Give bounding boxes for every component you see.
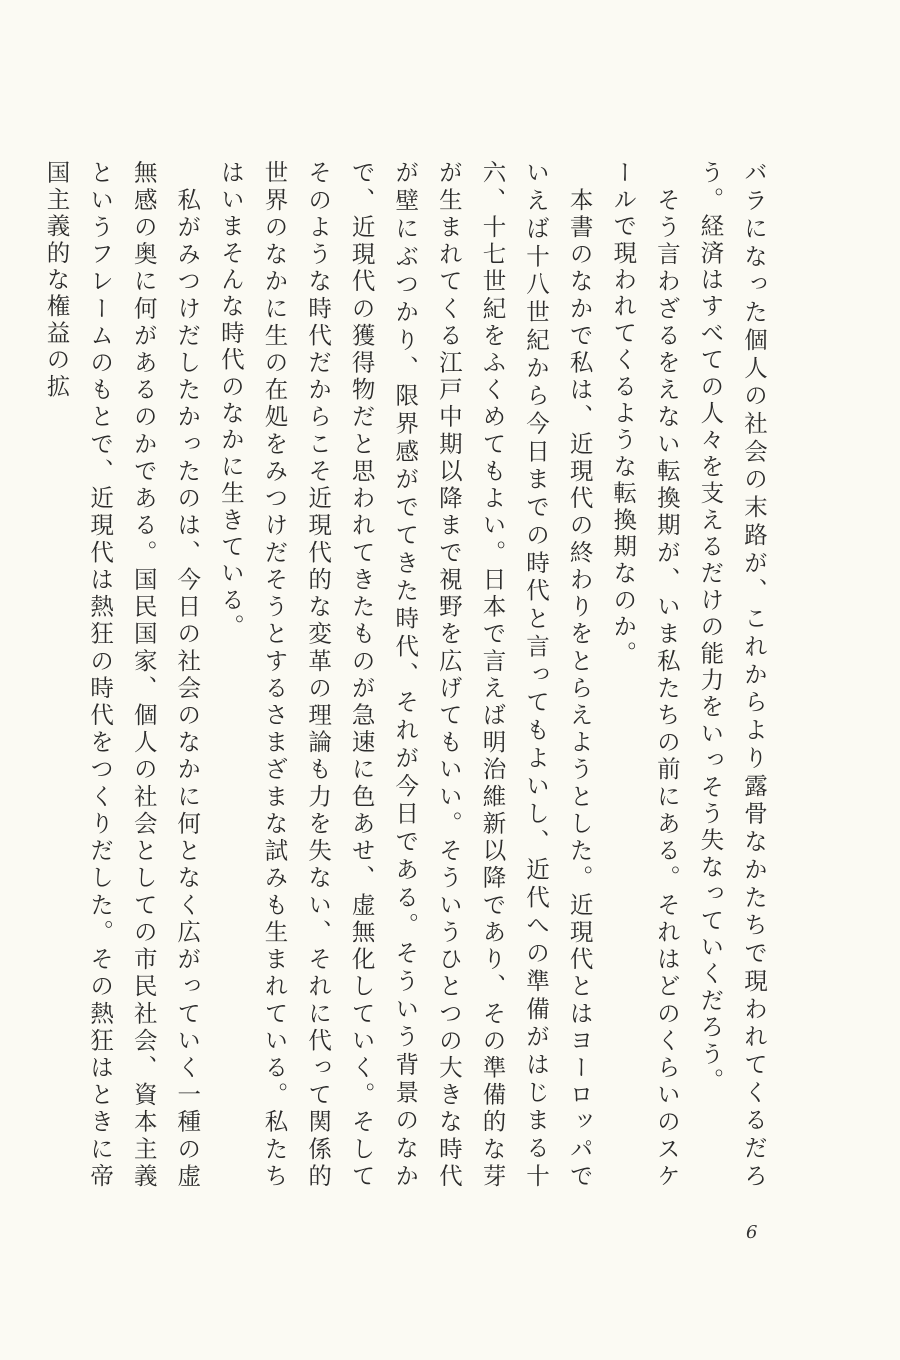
paragraph: 私がみつけだしたかったのは、今日の社会のなかに何となく広がっていく一種の虚無感の奥に何があるのかである。国民国家、個人の社会としての市民社会、資本主義というフレームのもとで、近現代は熱狂の時代をつくりだした。その熱狂はときに帝国主義的な権益の拡 [42,160,202,1190]
page-number: 6 [746,1222,758,1243]
paragraph: 本書のなかで私は、近現代の終わりをとらえようとした。近現代とはヨーロッパでいえば十八世紀から今日までの時代と言ってもよいし、近代への準備がはじまる十六、十七世紀をふくめてもよい。日本で言えば明治維新以降であり、その準備的な芽が生まれてくる江戸中期以降まで視野を広げてもいい。そういうひとつの大きな時代が壁にぶつかり、限界感がでてきた時代、それが今日である。そういう背景のなかで、近現代の獲得物だと思われてきたものが急速に色あせ、虚無化していく。そしてそのような時代だからこそ近現代的な変革の理論も力を失ない、それに代って関係的世界のなかに生の在処をみつけだそうとするさまざまな試みも生まれている。私たちはいまそんな時代のなかに生きている。 [216,160,594,1190]
paragraph: バラになった個人の社会の末路が、これからより露骨なかたちで現われてくるだろう。経済はすべての人々を支えるだけの能力をいっそう失なっていくだろう。 [696,160,768,1190]
paragraph: そう言わざるをえない転換期が、いま私たちの前にある。それはどのくらいのスケールで現われてくるような転換期なのか。 [609,160,681,1190]
body-text [34,160,775,1190]
